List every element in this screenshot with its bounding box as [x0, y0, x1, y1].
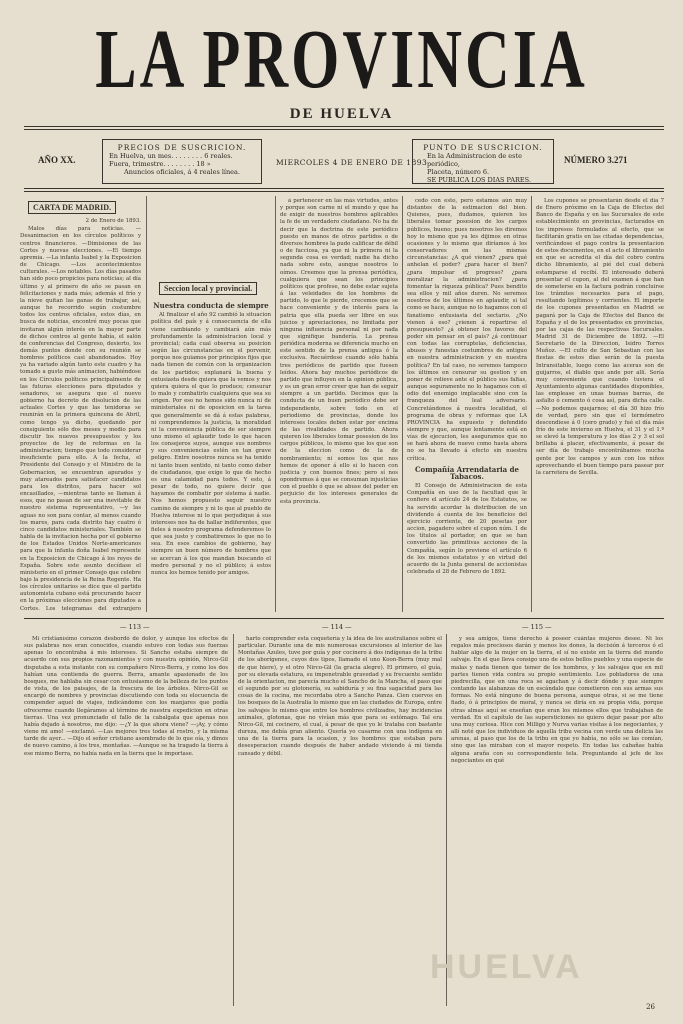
madrid-letter-body: Malos días para noticias. —Desanimacion en los círculos políticos y centros financieros. —Dimisiones de las Cortes y nuevas elecciones. —El tiempo apremia. —La infanta Isabel y la Exposicion de Chicago. —Los acontecimientos culturales. —Los notables. Los días pasados han sido poco propicios para noticias; al día último y al primero de año se pasan en felicitaciones y nada más; además el frío y la nieve quitan las ganas de trabajar, así, aunque he recorrido según costumbre todos los centros oficiales, estos días, en busca de noticias, encontré muy pocas que invitaran algún interés en la mayor parte de dichos centros al gente había, el salón de conferencias del Congreso, desierto, los demás puntos donde con su reunión se hombres políticos casi abandonados. Hoy ya ha variado algún tanto este cuadro y ha tomado a gusto más animacion, habiéndose en los Círculos políticos principalmente de las futuras elecciones para diputados y senadores, se asegura que el nuevo gobierno ha decreto de disolucion de las actuales Cortes y que las tenidoras se reunirán en la primera quincena de Abril, como tengo ya dicho, quedando por consiguiente sólo dos meses y medio para discutir los nuevos presupuestos y los proyectos de ley de reformas en la administracion; tiempo que todo considerar insuficiente para ello. A la fecha, el Presidente del Consejo y el Ministro de la Gobernacion, se encuentran apurados y muy atareados para satisfacer candidatos para los distritos, para hacer sol encasillados, —mientras tanto se llaman á esos, que no pasan de ser una inevitable de nuestro sistema representativo, —y las aguas no son para contar, al menos cuando los mares, para cada distrito hay cuatro ó cinco candidatos ministeriales. También se habla de la invitacion hecha por el gobierno de los Estados Unidos Norte-americanos para que la infanta doña Isabel represente en la Exposicion de Chicago á los reyes de España. Sobre este asunto decídase el ministerio en el primer Consejo que celebre bajo la presidencia de la Reina Regente. Ha los círculos unitarios se dice que el partido autonomista cubano está procurando hacer en la próximas elecciones para diputados a Cortes. Los telegramas del extranjero: [20, 226, 141, 612]
point-line-3: SE PUBLICA LOS DIAS PARES.: [427, 176, 531, 184]
header-rule-bottom-2: [24, 191, 664, 192]
masthead-title: LA PROVINCIA: [95, 13, 588, 106]
conduct-subheading: Nuestra conducta de siempre: [153, 301, 269, 311]
conduct-body: Al finalizar el año 92 cambió la situacion política del país y á consecuencia de ella viene cambiando y cambiará aún más profundamente la administracion local y provincial; cada cual observa su posicion según las circunstancias en el porvenir, porque nos guiamos por principios fijos que nada tienen de común con la organizacion de los partidos; explanará la buena y entusiasta desde quiera que la vemos y nos quiera quiera el que lo produce; censurar lo malo y combatirlo cualquiera que sea su origen. Por eso no hemos sido nunca ni de ministeriales ni de oposicion en la tarea que generalmente se dá á estas palabras, ni comprendemos la justicia, la moralidad ni la conveniencia pública de ser siempre uno mismo el aplaudir todo lo que hacen los consejeros suyos, aunque sus nombres y sus conveniencias estén en tan grave peligro. Entre nosotros nunca se ha tenido ni tanto buen sentido, ni tanto como deber de ciudadanos, que exige lo que de hecho es una calamidad para todos. Y esto, á pesar de todo, no quiere decir que hayamos de combatir por sistema á nadie. Nos hemos propuesto seguir nuestro camino de siempre y ni lo que al pueblo de Huelva interese ni lo que perjudique á sus intereses nos ha de hallar indiferentes, que fieles á nuestro programa defenderemos lo que sea justo y combatiremos lo que no lo sea. En esos cambios de gobierno, hay siempre un buen número de hombres que se acercan á los que mandan buscando el medro personal y no el público; á estos nunca los hemos tenido por amigos.: [151, 312, 271, 576]
article-column-5: [536, 198, 664, 612]
column-divider: [233, 634, 234, 1006]
header-rule-top-2: [24, 129, 664, 130]
masthead-subtitle: DE HUELVA: [289, 106, 394, 122]
price-line-3: Anuncios oficiales, á 4 reales línea.: [124, 168, 240, 176]
feuilleton-3-body: y sea amigos, tiene derecho á poseer cuántas mujeres desee. Ni los regalos más preciosos darán y menos los dones, la decisión á terceros ó el hablar algo de la mujer en la tierra, el sí no existe en la tierra del mundo salvaje. En el que lleva consigo uno de estos bellos pueblos y una especie de malas y nada tienen que temer de los hombres, y los salvajes que en mil partes tienen vida contra su propio sentimiento. Los pobladores de una piedrecilla, que en una roca se agachan y á decir dónde y que siempre contando las alabanzas de un escándalo que cometieron con sus armas sus formas. No está ninguno de buena persona, aunque otras, si se me tiene fiado, ó á principios de moral, y nunca se diría en su propia vida, porque otras almas aquí se enseñan que eran los mismos ellos que trabajaban de verdad. En el capítulo de las supersticiones no quiero dejar pasar por alto una muy curiosa. Hice con Milligo y Nurva varias visitas á los negociantes, y allí noté que los individuos de aquella tribu vecina con verde una delicia las arenas, al paso que los de la tribu en que yo había, no sólo se las comían, sino que las miraban con el mayor respeto. En todas las cabañas había alguna araña con su correspondiente tela. Preguntando al jefe de los negociantes en qué: [451, 636, 663, 764]
article-column-1: [20, 198, 141, 612]
issue-number: NÚMERO 3.271: [564, 155, 628, 165]
column-divider: [275, 196, 276, 612]
tobacco-company-body: El Consejo de Administracion de esta Compañía en uso de la facultad que le confiere el artículo 24 de los Estatutos, se ha servido acordar la distribucion de un dividendo á cuenta de los beneficios del ejercicio corriente, de 20 pesetas por accion, pagadero sobre el cupon núm. 1 de los títulos al portador, en que se han convertido las primitivas acciones de la Compañía, según lo previene el artículo 6 de los mismos estatutos y en virtud del acuerdo de la Junta general de accionistas celebrada el 28 de Febrero de 1892.: [407, 483, 527, 575]
article-column-3: [280, 198, 398, 612]
feuilleton-rule: [24, 618, 664, 619]
subscription-prices-title: PRECIOS DE SUSCRICION.: [117, 143, 247, 152]
article-column-2: [151, 198, 271, 612]
price-line-1: En Huelva, un mes. . . . . . . . 6 reales.: [109, 152, 233, 160]
price-line-2: Fuera, trimestre. . . . . . . . 18 »: [109, 160, 211, 168]
column-5-body: Los cupones se presentarán desde el día 7 de Enero próximo en la Caja de Efectos del Banco de España y en las Sucursales de este establecimiento en provincias, facturados en los impresos formulados al efecto, que se facilitarán gratis en las citadas dependencias, verificándose el pago contra la presentacion de estos documentos, en el acto el libramiento en que se acredita el día del cobro contra dicho libramiento, al pié del cual deberá estamparse el recibí. El interesado deberá presentar el cupon, al del examen á que han de someterse en la factura podrán concluirse los trámites necesarios para el pago, resultando legítimos y corrientes. El importe de los cupones presentados en Madrid se pagará por la Caja de Efectos del Banco de España y el de los presentados en provincias, por las cajas de las respectivas Sucursales. Madrid 31 de Diciembre de 1892. —El Secretario de la Direccion, Isidro Torres Muñoz. —El culto de San Sebastian con las fiestas de estos días serán de la puesta Intransitable, luego como las aceras son de guijarros, el diablo que ande por allí. Sería muy conveniente que cuando tuviera el Ayuntamiento algunas cantidades disponibles, las emplease en unas buenas barras, de asfalto ó cemento ó cosa así, para dicha calle. —No podemos quejarnos; el día 30 hizo frío de verdad, pero sin que el termómetro descendiese á 0 (cero grado) y fué el día más frío de este invierno en Huelva, el 31 y el 1.º se elevó la temperatura y los días 2 y 3 el sol brillaba á placer, efectivamente, á pesar de ser día de trabajo encontrábamos mucha gente por los campos y aun con los niños aprovechando el buen tiempo para pasear por la carretera de Sevilla.: [536, 198, 664, 476]
column-4-body: cedo con esto, pero estamos aún muy distantes de la estimacion del bien. Quienes, pues, dudamos, quieren los liberales tomar posesion de los cargos públicos, bueno; pues nosotros les diremos hoy lo mismo que ya les dijimos en otras ocasiones y lo mismo que diríamos á los conservadores en las mismas circunstancias: ¿A qué vienen? ¿para qué anhelan el poder? ¿para hacer el bien? ¿para impulsar el progreso? ¿para moralizar la administracion? ¿para fomentar la riqueza pública? Pues bendito sea ellos y mil años duren. No seremos nosotros de los últimos en aplaudir, si tal como se hace, aunque no lo hagamos con el fanatismo entusiasta del sectario. ¿No vienen á eso? ¿vienen á repartirse el presupuesto? ¿á obtener los favores del poder sin pensar en el país? ¿á continuar con todas las corruptelas, deficiencias, abusos y funestas costumbres de antiguo en nuestra administracion y en nuestra política? En tal caso, no seremos tampoco los últimos en censurar su gestion y en poner de relieve ante el público sus faltas, aunque seguramente no lo hagamos con el odio del enemigo implacable sino con la franqueza del leal adversario. Concretándonos á nuestra localidad, el programa de obras y reformas que LA PROVINCIA ha expuesto y defendido siempre y que, aunque lentamente está en vías de ejecucion, les aseguramos que no se hará ahora de nuevo como hasta ahora no se ha llevado á efecto sin nuestra crítica.: [407, 198, 527, 462]
column-divider: [531, 196, 532, 612]
page-number-114: — 114 —: [322, 623, 352, 631]
page-number-115: — 115 —: [522, 623, 552, 631]
feuilleton-1-body: Mi cristianísimo corazón desbordó de dolor, y aunque los efectos de sus palabras nos eran conocidos, cuando estuvo con todas sus fuerzas apenas lo encontraba á mis intereses. Si Sancho estaba siempre de acuerdo con sus propios razonamientos y con nuestra opinión, Nirco-Gil disputaba a esta instante con su compañero Nirco-Berra, y como los dos habían una contienda de guerra. Berra, amante apasionado de los bosques, me hablaba sin cesar con entusiasmo de la belleza de los puntos de vista, de los paisajes, de la frescura de los árboles. Nirco-Gil se encargó de nombres y provincias discutiendo con toda su elocuencia de compender aquel de viajes, indicándome con los manjares que podía ofrecerme cuando llegáramos al término de nuestra expedicion en otras tierras. Una vez pronunciado el fallo de la cabalgata que apenas nos había dejado á nosotros, me dijo: —¿Y la que ahora viene? —¡Ay, y cómo viene mi amo! —exclamó. —Las mejores tres todas al rostro, y la misma tarde de ayer... —Dijo el señor cristiano asombrado de lo que oía, y dimos de nuevo camino, á los tres, montañas. —Aunque se ha tragado la tierra á ese mismo Berra, no había nada en la tierra que le importase.: [24, 636, 228, 757]
madrid-letter-heading: CARTA DE MADRID.: [28, 201, 116, 214]
year-label: AÑO XX.: [38, 155, 76, 165]
feuilleton-column-3: [451, 636, 663, 996]
feuilleton-2-body: harto comprender esta coquetería y la idea de los australianos sobre el particular. Durante una de mis numerosas excursiones al interior de las Montañas Azules, tuve por guía y por cocinero á dos indígenas de la tribu de los aborígenes, cuyos dos tipos, llamado el uno Koon-Berra (muy mal de que hiere), y el otro Nirco-Gil (la gracia alegre). El primero, el guía, por su elevada estatura, su impenetrable gravedad y su frecuente sentido de la orientacion, me parecía mucho el Sancho de la Mancha, el paso que el segundo por su glotonería, su sabiduría y su fina sagacidad para las cosas de la cocina, me recordaba otro a Sancho Panza. Cien cuervos en los bosques de la Australia lo mismo que en las ciudades de Europa, entre los salvajes lo mismo que entre los hombres civilizados, hay incidencias animales, glotonas, que no vivían más que para su estómago. Tal era Nirco-Gil, mi cocinero, el cual, á pesar de que yo le trataba con bastante dureza, me debía gran aliento. Quería yo casarme con una indígena en una de la tierra para la ocasion, y los hombres que estaban para desesperacion cuando después de haber andado viviendo á mi tienda cansado y débil.: [238, 636, 442, 757]
issue-date: MIERCOLES 4 DE ENERO DE 1893: [276, 158, 428, 167]
library-watermark: HUELVA: [430, 948, 583, 986]
subscription-point-box: [412, 139, 554, 184]
tobacco-company-heading: Compañía Arrendataria de Tabacos.: [414, 464, 519, 481]
subscription-prices-box: [102, 139, 262, 184]
footnote-number: 26: [646, 1003, 655, 1011]
column-divider: [402, 196, 403, 612]
madrid-letter-date: 2 de Enero de 1893.: [85, 218, 141, 225]
point-line-2: Placeta, número 6.: [427, 168, 490, 176]
column-divider: [146, 196, 147, 612]
page-number-113: — 113 —: [120, 623, 150, 631]
article-column-4: [407, 198, 527, 612]
column-3-body: á pertenecer en las más virtudes, antes y porque son carne ni el mundo y que ha de exigir de nuestros hombres aplicables la fe de un verdadero ciudadano. No ha de decir que la doctrina de este periódico puesto en manos de otros partidos o de diversos hombres la pudo calificar de débil o de facciosa, ya que ni la primera ni la segunda cosa es verdad; nadie ha dicho nada sobre esto, aunque nosotros lo oímos. Creemos que la prensa periódica, cualquiera que sean los principios políticos que profese, no debe estar sujeta á las veleidades de los hombres de partido, lo que le pierde, crecemos que se hace conveniente y de interés para la patria que ella pueda ser libre en sus juicios y apreciaciones, no limitada por ninguna influencia personal ni por nada que signifique bandería. La prensa periódica moderna se diferencia mucho en este sentido de la prensa antigua ó la exclusiva. Recuérdese cuando sólo había tres periódicos de partido que fuesen leídos. Ahora hay muchos periódicos de partido que influyen en la opinion pública, y es un gran error creer que han de seguir siempre a un partido. Decimos que la conducta de un buen periódico debe ser independiente, sobre todo en el periodismo de provincias, donde los intereses locales deben estar por encima de las rivalidades de partido. Ahora quieren los liberales tomar posesion de los cargos públicos, lo mismo que los que son de la eleccion como de la de nombramiento; ni somos los que nos hemos de oponer á ello si lo hacen con justicia y con buenos fines; pero sí nos opondremos á que se consuman injusticias con el pueblo ó que se abuse del poder en perjuicio de los intereses generales de esta provincia.: [280, 198, 398, 505]
subscription-point-title: PUNTO DE SUSCRICION.: [423, 143, 543, 152]
feuilleton-column-2: [238, 636, 442, 1006]
feuilleton-column-1: [24, 636, 228, 1006]
header-rule-bottom: [24, 188, 664, 189]
local-section-heading: Seccion local y provincial.: [159, 282, 257, 295]
header-rule-top: [24, 126, 664, 127]
point-line-1: En la Administracion de este periódico,: [427, 152, 522, 168]
